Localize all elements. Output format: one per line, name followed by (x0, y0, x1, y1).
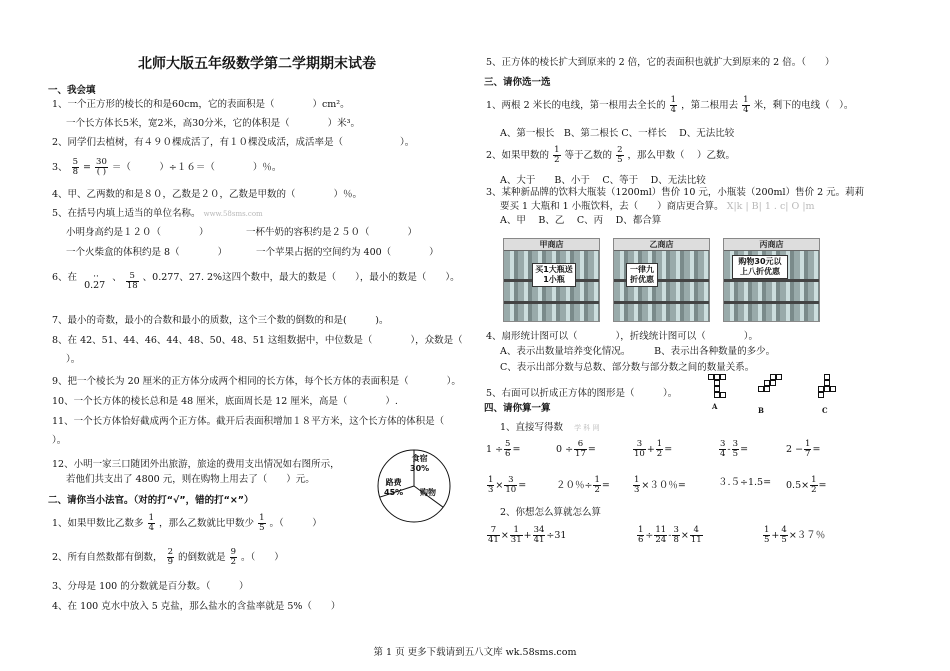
cube-net-a (708, 374, 730, 414)
watermark: www.58sms.com (203, 210, 263, 218)
c1: 1、两根 2 米长的电线，第一根用去全长的 $\frac{1}{4}$ ，第二根用去 $\frac{1}{4}$ 米，剩下的电线（ ）。 (486, 95, 854, 115)
shop-c-sign: 购物30元以上八折优惠 (732, 255, 788, 279)
shop-b-sign: 一律九折优惠 (626, 263, 658, 287)
page-footer: 第 1 页 更多下载请到五八文库 wk.58sms.com (373, 647, 577, 658)
q5: 5、在括号内填上适当的单位名称。 www.58sms.com (52, 208, 263, 219)
section-heading-judge: 二、请你当小法官。（对的打“√”，错的打“×”） (48, 495, 254, 506)
fraction: $\frac{3}{10}$ (634, 439, 645, 459)
d2: 2、你想怎么算就怎么算 (500, 507, 602, 518)
calc-item: 2 − $\frac{1}{7}$ = (786, 439, 821, 459)
c4: 4、扇形统计图可以（ ），折线统计图可以（ ）。 (486, 331, 759, 342)
q3: 3、 $\frac{5}{8}$ = $\frac{30}{( )}$ ＝（ ）÷１６＝（ ）％。 (52, 157, 282, 177)
q5b: 一杯牛奶的容积约是２５０（ ） (246, 227, 418, 238)
c3b: 要买 1 大瓶和 1 小瓶饮料，去（ ）商店更合算。 X|k | B| 1 . c| O |m (500, 201, 815, 212)
shop-c-photo: 丙商店 购物30元以上八折优惠 (723, 238, 820, 322)
q2: 2、同学们去植树，有４９０棵成活了，有１０棵没成活，成活率是（ ）。 (52, 137, 415, 148)
c1-options: A、第一根长 B、第二根长 C、一样长 D、无法比较 (500, 128, 735, 139)
calc-item: $\frac{1}{3}$ ×３０％= (634, 475, 686, 495)
fraction: $\frac{5}{18}$ (126, 271, 138, 291)
pie-label-travel: 路费 45% (384, 478, 404, 497)
watermark: X|k | B| 1 . c| O |m (726, 201, 815, 212)
q3-prefix: 3、 (52, 162, 68, 173)
fraction: $\frac{1}{3}$ (634, 475, 640, 495)
calc-item: ２０％÷ $\frac{1}{2}$ = (556, 475, 610, 495)
j4: 4、在 100 克水中放入 5 克盐，那么盐水的含盐率就是 5%（ ） (52, 601, 341, 612)
q6: 6、在 ·· 0.27 、 $\frac{5}{18}$ 、0.277、27. 2%这四个数中，最大的数是（ ），最小的数是（ ）。 (52, 271, 460, 291)
calc-item: $\frac{3}{4}$ - $\frac{3}{5}$ = (720, 439, 749, 459)
fraction: $\frac{30}{( )}$ (96, 157, 107, 177)
shop-b-photo: 乙商店 一律九折优惠 (613, 238, 710, 322)
calc-item: $\frac{1}{3}$ × $\frac{3}{10}$ = (488, 475, 527, 495)
fraction: $\frac{3}{10}$ (505, 475, 517, 495)
fraction: $\frac{6}{17}$ (575, 439, 586, 459)
fraction: $\frac{1}{2}$ (594, 475, 600, 495)
j3: 3、分母是 100 的分数就是百分数。（ ） (52, 581, 249, 592)
calc-item: 0 ÷ $\frac{6}{17}$ = (556, 439, 596, 459)
q11b: ）。 (52, 435, 67, 446)
q8b: ）。 (66, 354, 81, 365)
watermark: 学 科 网 (574, 424, 600, 432)
fraction: $\frac{1}{2}$ (656, 439, 663, 459)
j1: 1、如果甲数比乙数多 $\frac{1}{4}$ ，那么乙数就比甲数少 $\frac{1}{5}$ 。（ ） (52, 513, 322, 533)
q12b: 若他们共支出了 4800 元，则在购物上用去了（ ）元。 (66, 474, 315, 485)
q5c: 一个火柴盒的体积约是 8（ ） (66, 247, 228, 258)
shop-a-sign: 买1大瓶送1小瓶 (532, 263, 576, 287)
calc-item: $\frac{3}{10}$ + $\frac{1}{2}$ = (634, 439, 673, 459)
calc-row-2 (486, 476, 916, 502)
q7: 7、最小的奇数，最小的合数和最小的质数，这个三个数的倒数的和是( )。 (52, 315, 389, 326)
d1: 1、直接写得数 学 科 网 (500, 422, 600, 433)
q5d: 一个苹果占据的空间约为 400（ ） (256, 247, 439, 258)
section-heading-fill: 一、我会填 (48, 85, 96, 96)
net-label-b: B (758, 406, 764, 415)
pie-label-shopping: 购物 (420, 488, 436, 497)
q5a: 小明身高约是１２０（ ） (66, 227, 209, 238)
fraction: $\frac{1}{7}$ (805, 439, 811, 459)
calc-row-1 (486, 440, 916, 466)
shop-a-photo: 甲商店 买1大瓶送1小瓶 (503, 238, 600, 322)
expr-3: $\frac{1}{5}$ + $\frac{4}{5}$ ×３７％ (764, 525, 826, 545)
page-title: 北师大版五年级数学第二学期期末试卷 (138, 56, 376, 72)
q10: 10、一个长方体的棱长总和是 48 厘米，底面周长是 12 厘米，高是（ ）. (52, 396, 398, 407)
fraction: $\frac{1}{2}$ (811, 475, 817, 495)
calc-item: 1 ÷ $\frac{5}{6}$ = (486, 439, 521, 459)
expr-1: $\frac{7}{41}$ × $\frac{1}{31}$ + $\frac{34}{41}$ ÷31 (488, 525, 567, 545)
fraction: $\frac{3}{5}$ (732, 439, 739, 459)
q11a: 11、一个长方体恰好截成两个正方体。截开后表面积增加１８平方米，这个长方体的体积是（ (52, 416, 445, 427)
q4: 4、甲、乙两数的和是８０，乙数是２０，乙数是甲数的（ ）％。 (52, 189, 363, 200)
expr-2: $\frac{1}{6}$ ÷ $\frac{11}{24}$ - $\frac{3}{8}$ × $\frac{4}{11}$ (638, 525, 702, 545)
fraction: $\frac{1}{3}$ (488, 475, 494, 495)
calc-item: ３.５÷1.5= (718, 477, 772, 488)
j2: 2、所有自然数都有倒数， $\frac{2}{9}$ 的倒数就是 $\frac{9}{2}$ 。（ ） (52, 547, 284, 567)
repeating-decimal: ·· 0.27 (84, 272, 106, 291)
q1a: 1、一个正方形的棱长的和是60cm，它的表面积是（ ）cm²。 (52, 99, 350, 110)
net-label-c: C (822, 406, 828, 415)
c4-option-c: C、表示出部分数与总数、部分数与部分数之间的数量关系。 (500, 362, 755, 373)
section-heading-choose: 三、请你选一选 (484, 77, 551, 88)
fraction: $\frac{3}{4}$ (720, 439, 726, 459)
section-heading-calc: 四、请你算一算 (484, 403, 551, 414)
net-label-a: A (712, 402, 718, 411)
c4-options-ab: A、表示出数量培养变化情况。 B、表示出各种数量的多少。 (500, 346, 776, 357)
j5: 5、正方体的棱长扩大到原来的 2 倍，它的表面积也就扩大到原来的 2 倍。（ ） (486, 57, 835, 68)
fraction: $\frac{5}{8}$ (72, 157, 78, 177)
c2-options: A、大于 B、小于 C、等于 D、无法比较 (500, 175, 706, 186)
fraction: $\frac{5}{6}$ (505, 439, 511, 459)
q9: 9、把一个棱长为 20 厘米的正方体分成两个相同的长方体，每个长方体的表面积是（ ）。 (52, 376, 461, 387)
pie-label-food: 食宿 30% (410, 454, 430, 473)
q12a: 12、小明一家三口随团外出旅游，旅途的费用支出情况如右图所示， (52, 459, 340, 470)
cube-net-c (818, 374, 840, 416)
calc-item: 0.5× $\frac{1}{2}$ = (786, 475, 827, 495)
c5: 5、右面可以折成正方体的图形是（ ）。 (486, 388, 678, 399)
q8a: 8、在 42、51、44、46、44、48、50、48、51 这组数据中，中位数是（ ），众数是（ (52, 335, 463, 346)
c3a: 3、某种新品牌的饮料大瓶装（1200ml）售价 10 元，小瓶装（200ml）售价 2 元。莉莉 (486, 187, 865, 198)
c2: 2、如果甲数的 $\frac{1}{2}$ 等于乙数的 $\frac{2}{5}$ ，那么甲数（ ）乙数。 (486, 145, 736, 165)
cube-net-b (758, 374, 784, 414)
c3-options: A、甲 B、乙 C、丙 D、都合算 (500, 215, 662, 226)
q3-suffix: ＝（ ）÷１６＝（ ）％。 (111, 162, 282, 173)
q1b: 一个长方体长5米，宽2米，高30分米，它的体积是（ ）米³。 (66, 118, 360, 129)
